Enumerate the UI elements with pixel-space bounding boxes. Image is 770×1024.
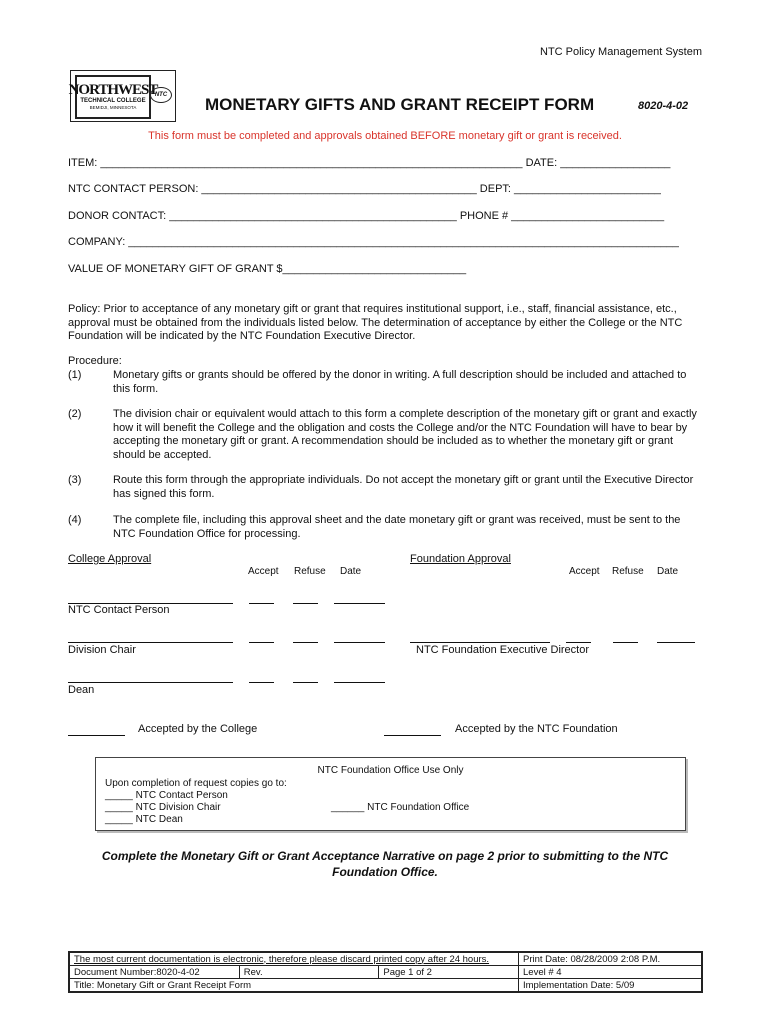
dean-accept-line[interactable]	[249, 682, 274, 683]
foundation-accept-header: Accept	[569, 566, 600, 577]
foundation-approval-heading: Foundation Approval	[410, 553, 511, 565]
footer-level: Level # 4	[519, 966, 702, 979]
procedure-heading: Procedure:	[68, 355, 122, 367]
warning-text: This form must be completed and approvals obtained BEFORE monetary gift or grant is received.	[148, 130, 622, 142]
footer-rev: Rev.	[239, 966, 379, 979]
donor-contact-field[interactable]: DONOR CONTACT: _______________________________________________ PHONE # _________________________	[68, 210, 665, 222]
footer-print-date: Print Date: 08/28/2009 2:08 P.M.	[519, 953, 702, 966]
accepted-foundation-label: Accepted by the NTC Foundation	[455, 723, 618, 735]
footer-title: Title: Monetary Gift or Grant Receipt Form	[70, 979, 519, 992]
foundation-refuse-header: Refuse	[612, 566, 644, 577]
copy-recipient-foundation[interactable]: ______ NTC Foundation Office	[331, 802, 470, 813]
step-number: (3)	[68, 474, 82, 486]
dean-refuse-line[interactable]	[293, 682, 318, 683]
step-text: Route this form through the appropriate individuals. Do not accept the monetary gift or grant until the Executive Director has signed this form.	[113, 474, 694, 500]
accepted-foundation-line[interactable]	[384, 735, 441, 736]
contact-refuse-line[interactable]	[293, 603, 318, 604]
dean-signature-line[interactable]	[68, 682, 233, 683]
copy-recipient-dean[interactable]: _____ NTC Dean	[105, 814, 183, 825]
logo-line1: NORTHWEST	[68, 82, 158, 98]
logo-badge: NTC	[150, 87, 172, 103]
college-accept-header: Accept	[248, 566, 279, 577]
footer-notice: The most current documentation is electronic, therefore please discard printed copy after 24 hours.	[70, 953, 519, 966]
division-chair-label: Division Chair	[68, 644, 136, 656]
copy-recipient-contact[interactable]: _____ NTC Contact Person	[105, 790, 228, 801]
step-text: Monetary gifts or grants should be offered by the donor in writing. A full description should be included and attached to this form.	[113, 369, 687, 395]
footer-doc-number: Document Number:8020-4-02	[70, 966, 240, 979]
gift-value-field[interactable]: VALUE OF MONETARY GIFT OF GRANT $______________________________	[68, 263, 467, 275]
step-text: The division chair or equivalent would attach to this form a complete description of the monetary gift or grant and exactly how it will benefit the College and the obligation and costs the College and/or the NTC Foundation will have to bear by accepting the monetary gift or grant. A recommendation should be included as to whether the monetary gift or grant should be accepted.	[113, 408, 697, 461]
office-use-box	[95, 757, 686, 831]
step-number: (2)	[68, 408, 82, 420]
contact-date-line[interactable]	[334, 603, 385, 604]
step-number: (1)	[68, 369, 82, 381]
logo-line3: BEMIDJI, MINNESOTA	[89, 105, 137, 110]
foundation-date-header: Date	[657, 566, 679, 577]
college-approval-heading: College Approval	[68, 553, 152, 565]
executive-director-label: NTC Foundation Executive Director	[416, 644, 590, 656]
step-number: (4)	[68, 514, 82, 526]
dean-label: Dean	[68, 684, 95, 696]
company-field[interactable]: COMPANY: __________________________________________________________________________________________	[68, 236, 679, 248]
system-name: NTC Policy Management System	[540, 46, 702, 58]
foundation-accept-line[interactable]	[566, 642, 591, 643]
accepted-college-line[interactable]	[68, 735, 125, 736]
policy-text: Policy: Prior to acceptance of any monetary gift or grant that requires institutional support, i.e., staff, financial assistance, etc., approval must be obtained from the individuals listed below. The determination of acceptance by either the College or the NTC Foundation will be indicated by the NTC Foundation Executive Director.	[68, 303, 683, 342]
document-footer	[68, 951, 703, 993]
copies-intro: Upon completion of request copies go to:	[105, 778, 287, 789]
college-logo	[70, 70, 176, 122]
contact-accept-line[interactable]	[249, 603, 274, 604]
foundation-refuse-line[interactable]	[613, 642, 638, 643]
step-text: The complete file, including this approval sheet and the date monetary gift or grant was received, must be sent to the NTC Foundation Office for processing.	[113, 514, 681, 540]
footer-impl-date: Implementation Date: 5/09	[519, 979, 702, 992]
office-use-title: NTC Foundation Office Use Only	[317, 765, 464, 776]
chair-accept-line[interactable]	[249, 642, 274, 643]
footer-page: Page 1 of 2	[379, 966, 519, 979]
form-title: MONETARY GIFTS AND GRANT RECEIPT FORM	[205, 95, 595, 114]
accepted-college-label: Accepted by the College	[138, 723, 258, 735]
contact-person-field[interactable]: NTC CONTACT PERSON: _____________________________________________ DEPT: ________________________	[68, 183, 661, 195]
closing-instruction	[0, 848, 770, 880]
executive-director-signature-line[interactable]	[410, 642, 550, 643]
closing-text: Complete the Monetary Gift or Grant Acceptance Narrative on page 2 prior to submitting to the NTC Foundation Office.	[101, 849, 669, 879]
chair-date-line[interactable]	[334, 642, 385, 643]
copy-recipient-chair[interactable]: _____ NTC Division Chair	[105, 802, 221, 813]
contact-person-label: NTC Contact Person	[68, 604, 170, 616]
foundation-date-line[interactable]	[657, 642, 695, 643]
dean-date-line[interactable]	[334, 682, 385, 683]
college-refuse-header: Refuse	[294, 566, 326, 577]
item-field[interactable]: ITEM: _____________________________________________________________________ DATE: __________________	[68, 157, 671, 169]
form-number: 8020-4-02	[638, 100, 689, 112]
logo-line2: TECHNICAL COLLEGE	[80, 98, 146, 104]
division-chair-signature-line[interactable]	[68, 642, 233, 643]
chair-refuse-line[interactable]	[293, 642, 318, 643]
college-date-header: Date	[340, 566, 362, 577]
